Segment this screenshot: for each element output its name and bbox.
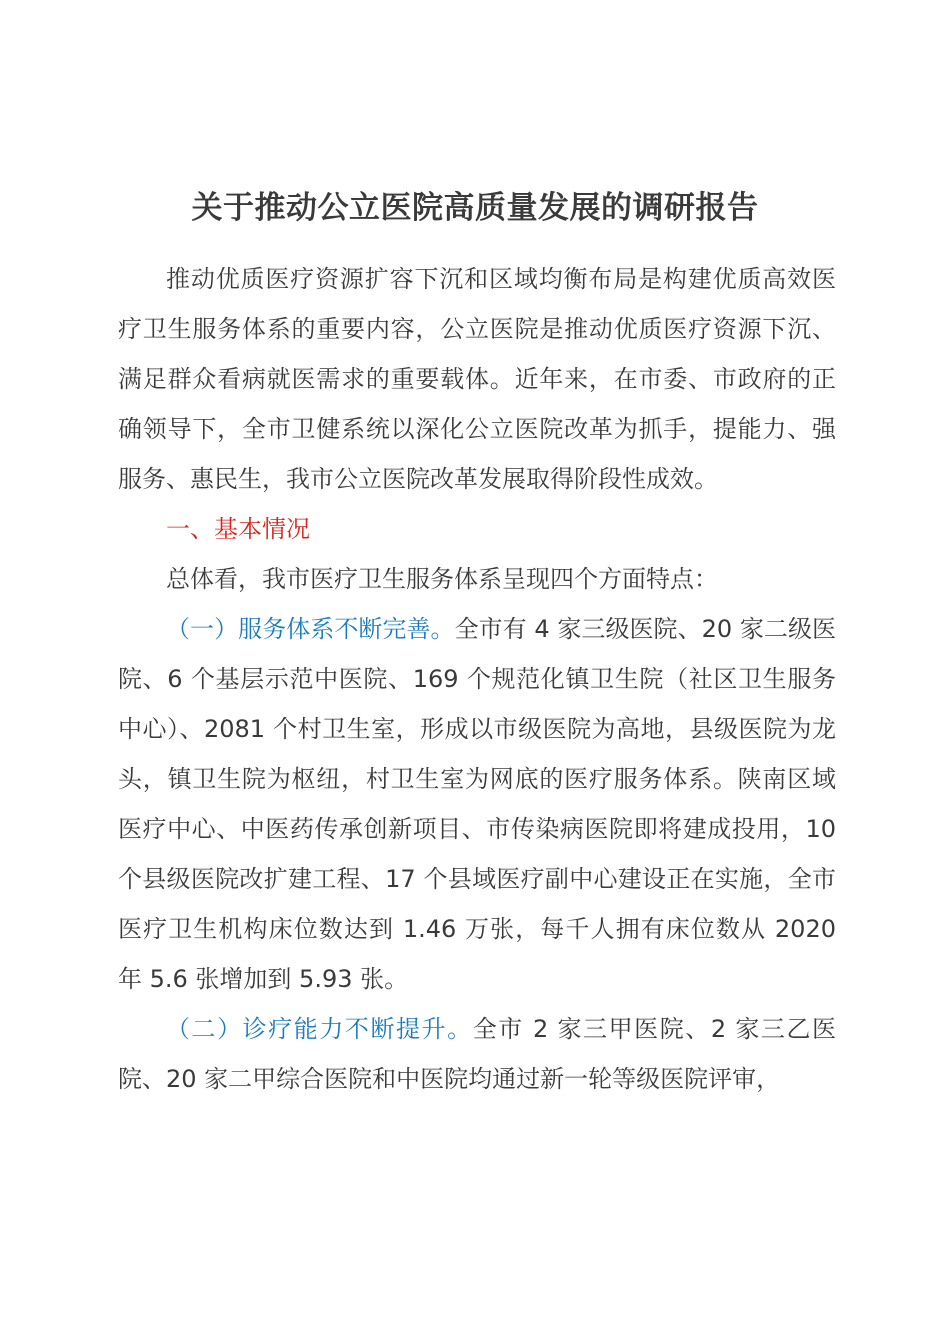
item-paragraph-diagnosis-capacity xyxy=(118,1004,836,1104)
section-heading-basic-situation: 一、基本情况 xyxy=(166,515,310,543)
document-body xyxy=(118,254,836,1104)
item-text-service-system: 全市有 4 家三级医院、20 家二级医院、6 个基层示范中医院、169 个规范化镇卫生院（社区卫生服务中心）、2081 个村卫生室，形成以市级医院为高地，县级医院为龙头，镇卫生院为枢纽，村卫生室为网底的医疗服务体系。陕南区域医疗中心、中医药传承创新项目、市传染病医院即将建成投用，10 个县级医院改扩建工程、17 个县域医疗副中心建设正在实施，全市医疗卫生机构床位数达到 1.46 万张，每千人拥有床位数从 2020 年 5.6 张增加到 5.93 张。 xyxy=(118,615,836,993)
item-paragraph-service-system xyxy=(118,604,836,1004)
item-text-diagnosis-capacity: 全市 2 家三甲医院、2 家三乙医院、20 家二甲综合医院和中医院均通过新一轮等级医院评审， xyxy=(118,1015,837,1093)
subheading-diagnosis-capacity: （二）诊疗能力不断提升。 xyxy=(166,1015,473,1043)
subheading-service-system: （一）服务体系不断完善。 xyxy=(166,615,455,643)
page-title: 关于推动公立医院高质量发展的调研报告 xyxy=(191,190,759,226)
section-lead-paragraph: 总体看，我市医疗卫生服务体系呈现四个方面特点： xyxy=(166,565,718,593)
intro-paragraph: 推动优质医疗资源扩容下沉和区域均衡布局是构建优质高效医疗卫生服务体系的重要内容，公立医院是推动优质医疗资源下沉、满足群众看病就医需求的重要载体。近年来，在市委、市政府的正确领导下，全市卫健系统以深化公立医院改革为抓手，提能力、强服务、惠民生，我市公立医院改革发展取得阶段性成效。 xyxy=(118,265,836,493)
